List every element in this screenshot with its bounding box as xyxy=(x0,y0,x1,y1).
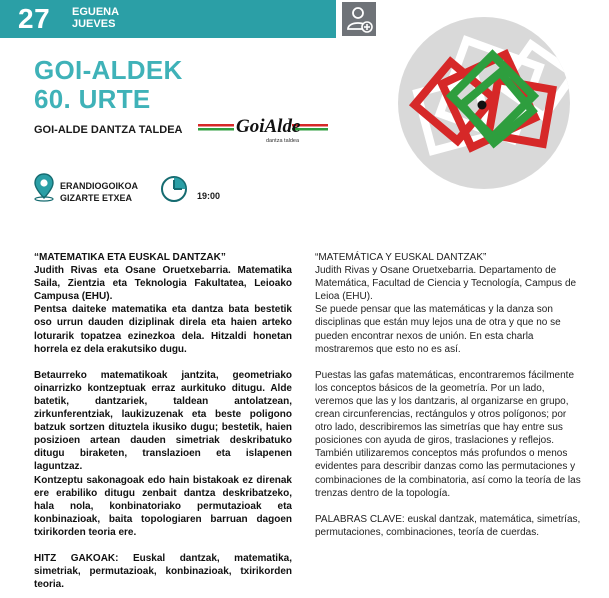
event-title-line2: 60. URTE xyxy=(34,84,151,114)
location-label: EGUENA xyxy=(72,6,120,18)
add-user-button[interactable] xyxy=(342,2,376,36)
day-number: 27 xyxy=(18,3,51,34)
clock-icon xyxy=(160,175,188,203)
spanish-paragraph-1: Se puede pensar que las matemáticas y la danza son disciplinas que están muy lejos una de otra y que no se pueden encontrar nexos de unión. En esta charla mostraremos que esto no es así. xyxy=(315,304,561,355)
day-labels xyxy=(72,6,119,30)
venue xyxy=(60,180,138,204)
basque-paragraph-1: Pentsa daiteke matematika eta dantza bata bestetik oso urrun dauden diziplinak direla eta haien arteko loturarik topatzea ezinezkoa dela. Hitzaldi honetan horrela ez dela erakutsiko dugu. xyxy=(34,304,292,355)
logo-wordmark: GoiAlde xyxy=(236,116,301,137)
weekday-label: JUEVES xyxy=(72,18,116,30)
basque-paragraph-2: Betaurreko matematikoak jantzita, geometriako oinarrizko kontzeptuak erraz aurkituko ditugu. Alde batetik, dantzariek, taldean antolatzean, zirkunferentziak, laukizuzenak eta beste poligono batzuk sortzen dituztela ikusiko dugu; bestetik, haien posizioen artean dauden simetriak deskribatuko ditugu biraketen, translazioen eta islapenen laguntzaz. xyxy=(34,369,292,473)
logo-subtext: dantza taldea xyxy=(266,138,300,144)
dance-knot-illustration xyxy=(394,8,574,198)
venue-line2: GIZARTE ETXEA xyxy=(60,193,133,203)
location-pin-icon xyxy=(32,172,56,202)
spanish-keywords: PALABRAS CLAVE: euskal dantzak, matemática, simetrías, permutaciones, combinaciones, teoría de cuerdas. xyxy=(315,513,581,538)
spanish-column xyxy=(315,251,585,539)
user-add-icon xyxy=(342,2,376,36)
spanish-paragraph-2: Puestas las gafas matemáticas, encontraremos fácilmente los conceptos básicos de la geometría. Por un lado, veremos que las y los dantzaris, al organizarse en grupo, crean circunferencias, rectángulos y otros polígonos; por otro lado, describiremos las simetrías que hay entre sus posiciones con ayuda de giros, traslaciones y reflejos. xyxy=(315,369,575,447)
basque-paragraph-3: Kontzeptu sakonagoak edo hain bistakoak ez direnak ere erabiliko ditugu zenbait dantza deskribatzeko, hala nola, konbinatoriako permutazioak eta konbinazioak, baita topologiaren barruan dagoen txirikorden teoria ere. xyxy=(34,474,292,538)
basque-authors: Judith Rivas eta Osane Oruetxebarria. Matematika Saila, Zientzia eta Teknologia Fakultatea, Leioako Campusa (EHU). xyxy=(34,265,292,303)
group-name: GOI-ALDE DANTZA TALDEA xyxy=(34,124,183,136)
event-title-line1: GOI-ALDEK xyxy=(34,55,183,85)
event-title xyxy=(34,56,183,114)
event-time: 19:00 xyxy=(197,191,221,201)
basque-heading: “MATEMATIKA ETA EUSKAL DANTZAK” xyxy=(34,252,226,263)
basque-column xyxy=(34,251,292,591)
venue-line1: ERANDIOGOIKOA xyxy=(60,181,139,191)
dance-group-logo xyxy=(198,110,328,146)
basque-keywords: HITZ GAKOAK: Euskal dantzak, matematika, simetriak, permutazioak, konbinazioak, txirikorden teoria. xyxy=(34,552,292,591)
spanish-heading: “MATEMÁTICA Y EUSKAL DANTZAK” xyxy=(315,252,487,263)
date-header xyxy=(0,0,336,38)
spanish-authors: Judith Rivas y Osane Oruetxebarria. Departamento de Matemática, Facultad de Ciencia y Tecnología, Campus de Leioa (EHU). xyxy=(315,265,577,303)
spanish-paragraph-3: También utilizaremos conceptos más profundos o menos evidentes para describir danzas como las permutaciones y combinaciones de la combinatoria, así como la teoría de las trenzas dentro de la topología. xyxy=(315,448,581,499)
